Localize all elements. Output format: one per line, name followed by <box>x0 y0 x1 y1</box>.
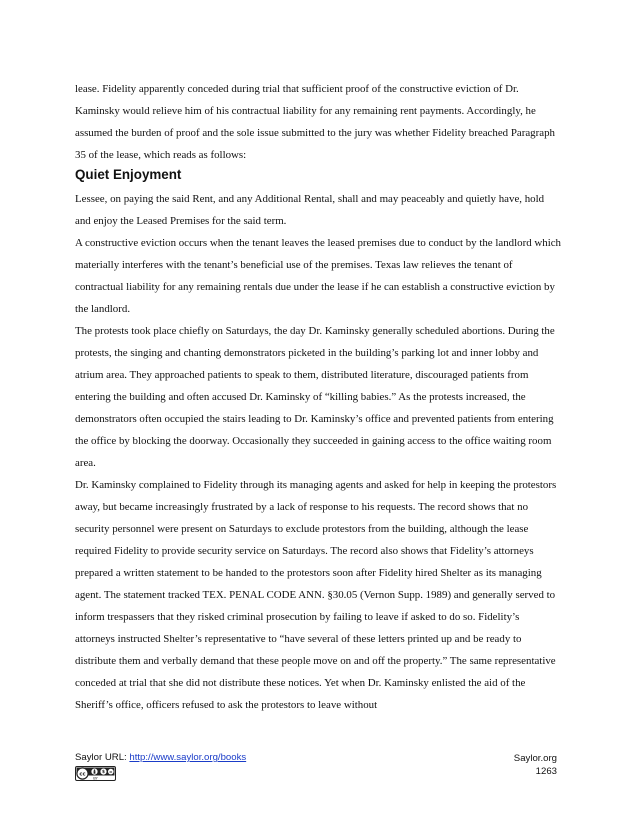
paragraph-complaints: Dr. Kaminsky complained to Fidelity through its managing agents and asked for help in keeping the protestors away, but became increasingly frustrated by a lack of response to his requests. The record shows that no security personnel were present on Saturdays to exclude protestors from the building, although the lease required Fidelity to provide security service on Saturdays. The record also shows that Fidelity’s attorneys prepared a written statement to be handed to the protestors soon after Fidelity hired Shelter as its managing agent. The statement tracked TEX. PENAL CODE ANN. §30.05 (Vernon Supp. 1989) and generally served to inform trespassers that they risked criminal prosecution by failing to leave if asked to do so. Fidelity’s attorneys instructed Shelter’s representative to “have several of these letters printed up and be ready to distribute them and verbally demand that these people move on and off the property.” The same representative conceded at trial that she did not distribute these notices. Yet when Dr. Kaminsky enlisted the aid of the Sheriff’s office, officers refused to ask the protestors to leave without <box>75 479 557 711</box>
footer-site-info <box>514 752 557 778</box>
license-badge-text: BY <box>93 776 98 781</box>
footer-source <box>75 752 246 763</box>
paragraph-protests: The protests took place chiefly on Saturdays, the day Dr. Kaminsky generally scheduled abortions. During the protests, the singing and chanting demonstrators picketed in the building’s parking lot and inner lobby and atrium area. They approached patients to speak to them, distributed literature, discouraged patients from entering the building and often accused Dr. Kaminsky of “killing babies.” As the protests increased, the demonstrators often occupied the stairs leading to Dr. Kaminsky’s office and prevented patients from entering the office by blocking the doorway. Occasionally they succeeded in gaining access to the office waiting room area. <box>75 325 555 469</box>
svg-text:=: = <box>109 769 113 775</box>
section-heading-quiet-enjoyment: Quiet Enjoyment <box>75 167 182 182</box>
paragraph-lease-intro: lease. Fidelity apparently conceded during trial that sufficient proof of the constructive eviction of Dr. Kaminsky would relieve him of his contractual liability for any remaining rent payments. Accordingly, he assumed the burden of proof and the sole issue submitted to the jury was whether Fidelity breached Paragraph 35 of the lease, which reads as follows: <box>75 83 555 161</box>
document-body <box>75 78 561 716</box>
footer-site-name: Saylor.org <box>513 753 557 764</box>
paragraph-lease-clause: Lessee, on paying the said Rent, and any Additional Rental, shall and may peaceably and quietly have, hold and enjoy the Leased Premises for the said term. <box>75 193 545 227</box>
page-number: 1263 <box>535 766 557 777</box>
svg-text:cc: cc <box>79 771 86 778</box>
svg-text:$: $ <box>102 769 105 775</box>
footer-url-link[interactable]: http://www.saylor.org/books <box>129 752 247 763</box>
creative-commons-by-icon <box>75 766 116 781</box>
footer-url-label: Saylor URL: <box>75 752 130 763</box>
paragraph-constructive-eviction: A constructive eviction occurs when the tenant leaves the leased premises due to conduct by the landlord which materially interferes with the tenant’s beneficial use of the premises. Texas law relieves the tenant of contractual liability for any remaining rentals due under the lease if he can establish a constructive eviction by the landlord. <box>75 237 561 315</box>
